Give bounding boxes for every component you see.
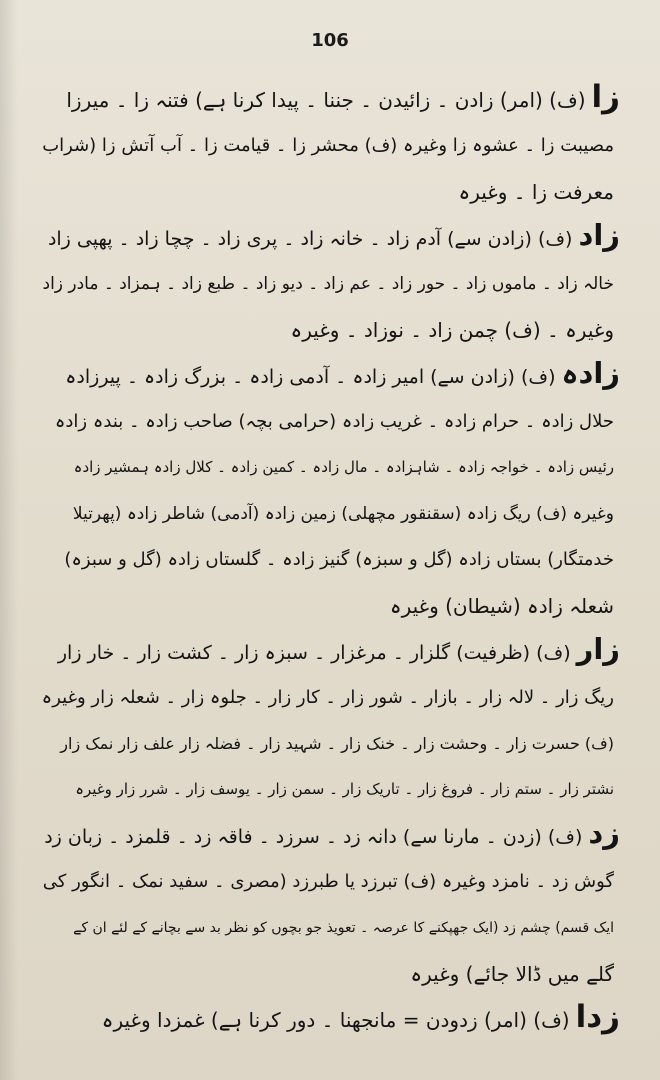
line-text: معرفت زا ۔ وغیرہ: [458, 180, 614, 204]
line-text: نشتر زار ۔ ستم زار ۔ فروغ زار ۔ تاریک زار ۔ سمن زار ۔ یوسف زار ۔ شرر زار وغیرہ: [75, 780, 614, 798]
text-line: [42, 442, 620, 488]
line-text: رئیس زادہ ۔ خواجہ زادہ ۔ شاہزادہ ۔ مال زادہ ۔ کمین زادہ ۔ کلال زادہ ہمشیر زادہ: [73, 458, 614, 476]
line-text: (ف) حسرت زار ۔ وحشت زار ۔ خنک زار ۔ شہید زار ۔ فضلہ زار علف زار نمک زار: [60, 734, 614, 753]
text-line: [42, 304, 620, 350]
line-text: خدمتگار) بستاں زادہ (گل و سبزہ) گنیز زادہ ۔ گلستاں زادہ (گل و سبزہ): [64, 549, 614, 570]
line-text: (ف) (زدن ۔ مارنا سے) دانہ زد ۔ سرزد ۔ فاقہ زد ۔ قلمزد ۔ زبان زد: [44, 826, 583, 848]
text-line: [42, 258, 620, 304]
dictionary-entries: [42, 74, 620, 1040]
entry-headword: زار: [576, 632, 620, 666]
text-line: [42, 994, 620, 1040]
line-text: مصیبت زا ۔ عشوہ زا وغیرہ (ف) محشر زا ۔ قیامت زا ۔ آب آتش زا (شراب: [42, 135, 614, 156]
text-line: [42, 580, 620, 626]
entry-headword: زد: [588, 816, 620, 850]
text-line: [42, 948, 620, 994]
text-line: [42, 534, 620, 580]
line-text: وغیرہ (ف) ریگ زادہ (سقنقور مچھلی) زمین زادہ (آدمی) شاطر زادہ (پھرتیلا: [72, 504, 614, 524]
text-line: [42, 718, 620, 764]
text-line: [42, 74, 620, 120]
text-line: [42, 350, 620, 396]
text-line: [42, 672, 620, 718]
line-text: حلال زادہ ۔ حرام زادہ ۔ غریب زادہ (حرامی بچہ) صاحب زادہ ۔ بندہ زادہ: [54, 411, 614, 432]
entry-headword: زاد: [578, 218, 620, 252]
line-text: (ف) (زادن سے) آدم زاد ۔ خانہ زاد ۔ پری زاد ۔ چچا زاد ۔ پھپی زاد: [47, 228, 573, 250]
text-line: [42, 212, 620, 258]
entry-headword: زادہ: [561, 356, 620, 390]
line-text: (ف) (ظرفیت) گلزار ۔ مرغزار ۔ سبزہ زار ۔ کشت زار ۔ خار زار: [57, 642, 571, 664]
text-line: [42, 120, 620, 166]
entry-headword: زدا: [575, 999, 620, 1035]
line-text: گوش زد ۔ نامزد وغیرہ (ف) تبرزد یا طبرزد (مصری ۔ سفید نمک ۔ انگور کی: [42, 871, 614, 892]
line-text: وغیرہ ۔ (ف) چمن زاد ۔ نوزاد ۔ وغیرہ: [290, 318, 614, 342]
page-number: 106: [311, 30, 349, 51]
text-line: [42, 396, 620, 442]
line-text: ایک قسم) چشم زد (ایک جھپکنے کا عرصہ ۔ تعویذ جو بچوں کو نظر بد سے بچانے کے لئے ان کے: [73, 920, 614, 936]
text-line: [42, 626, 620, 672]
text-line: [42, 764, 620, 810]
text-line: [42, 810, 620, 856]
line-text: گلے میں ڈالا جائے) وغیرہ: [410, 962, 614, 986]
text-line: [42, 166, 620, 212]
line-text: (ف) (امر) زدودن = مانجھنا ۔ دور کرنا ہے) غمزدا وغیرہ: [101, 1008, 570, 1032]
line-text: ریگ زار ۔ لالہ زار ۔ بازار ۔ شور زار ۔ کار زار ۔ جلوہ زار ۔ شعلہ زار وغیرہ: [42, 687, 614, 708]
line-text: شعلہ زادہ (شیطان) وغیرہ: [389, 594, 614, 618]
text-line: [42, 902, 620, 948]
line-text: (ف) (امر) زادن ۔ زائیدن ۔ جننا ۔ پیدا کرنا ہے) فتنہ زا ۔ میرزا: [66, 88, 586, 112]
text-line: [42, 488, 620, 534]
line-text: خالہ زاد ۔ ماموں زاد ۔ حور زاد ۔ عم زاد ۔ دیو زاد ۔ طبع زاد ۔ ہمزاد ۔ مادر زاد: [42, 274, 614, 294]
text-line: [42, 856, 620, 902]
entry-headword: زا: [591, 79, 620, 115]
line-text: (ف) (زادن سے) امیر زادہ ۔ آدمی زادہ ۔ بزرگ زادہ ۔ پیرزادہ: [65, 366, 556, 388]
